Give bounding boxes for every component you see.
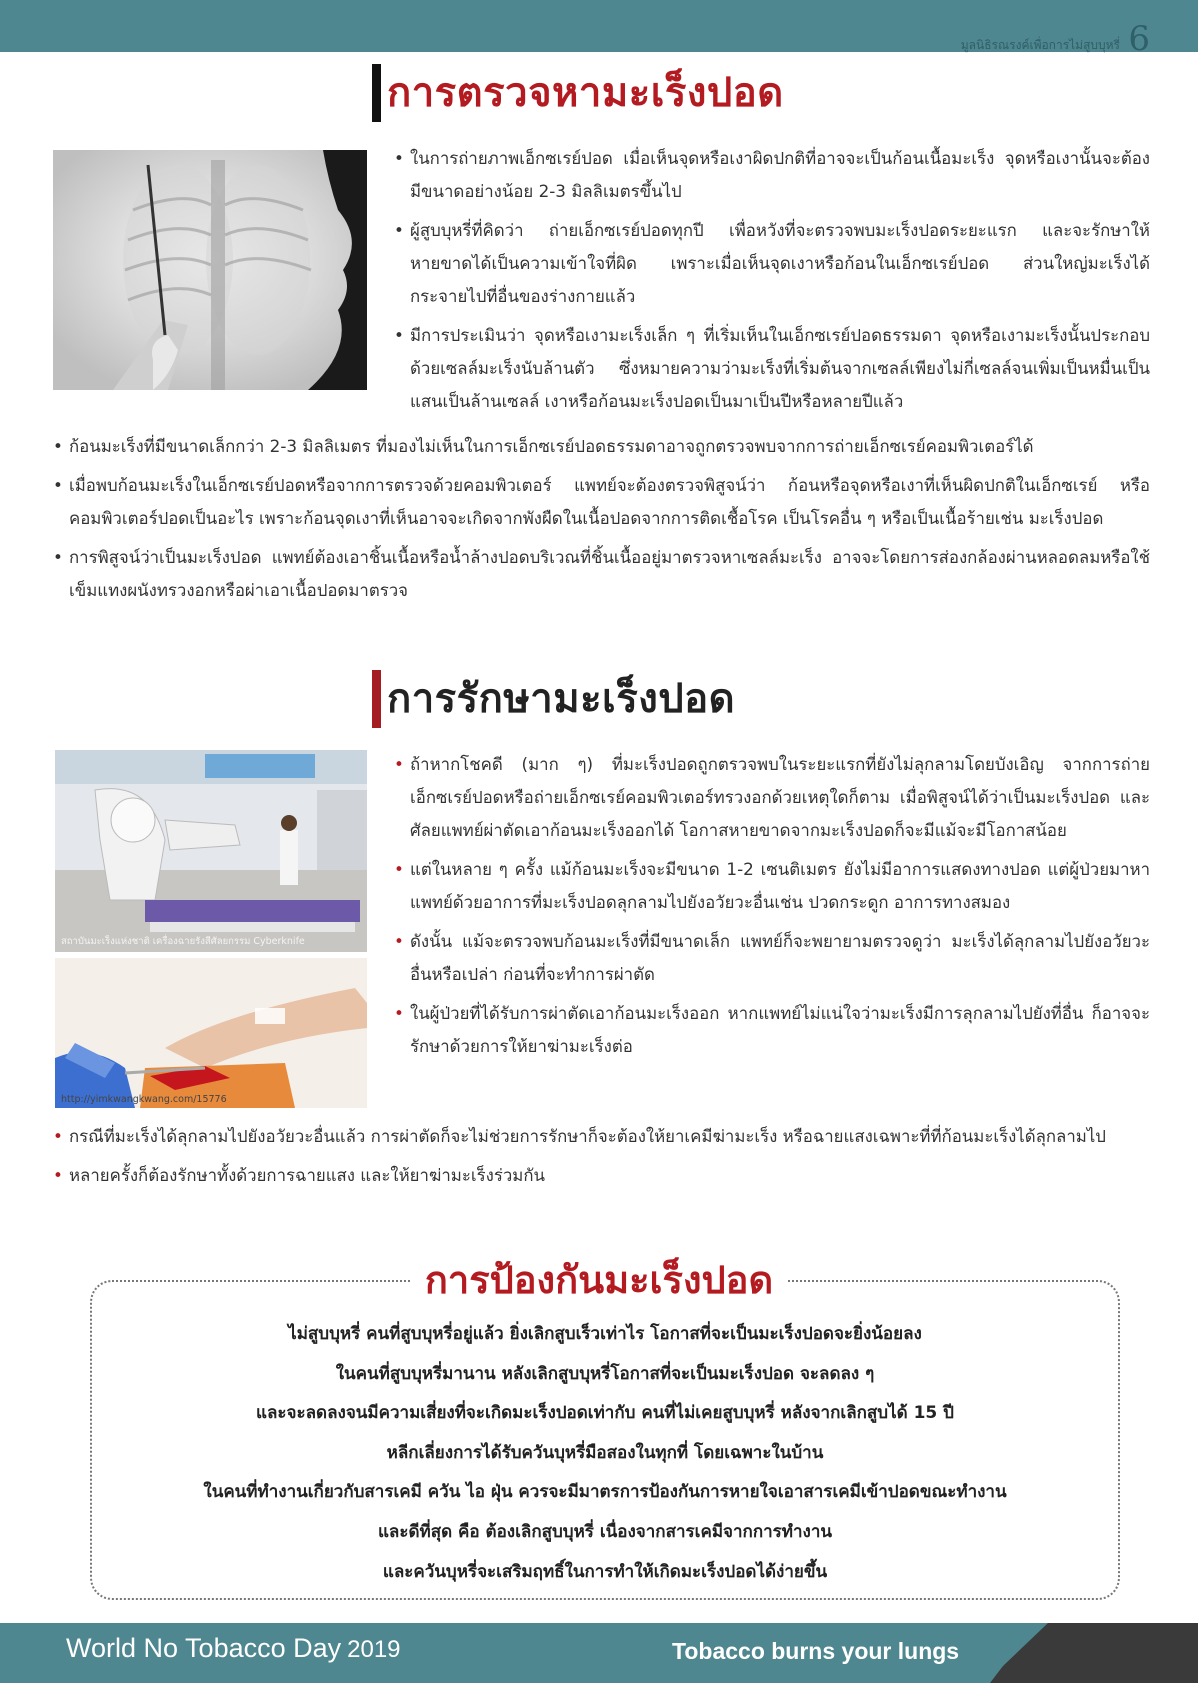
prevention-line: และดีที่สุด คือ ต้องเลิกสูบบุหรี่ เนื่องจากสารเคมีจากการทำงาน [377, 1521, 833, 1542]
list-item: • ในการถ่ายภาพเอ็กซเรย์ปอด เมื่อเห็นจุดหรือเงาผิดปกติที่อาจจะเป็นก้อนเนื้อมะเร็ง จุดหรือเงานั้นจะต้องมีขนาดอย่างน้อย 2-3 มิลลิเมตรขึ้นไป [394, 142, 1150, 208]
list-item: • เมื่อพบก้อนมะเร็งในเอ็กซเรย์ปอดหรือจากการตรวจด้วยคอมพิวเตอร์ แพทย์จะต้องตรวจพิสูจน์ว่า ก้อนหรือจุดหรือเงาที่เห็นผิดปกติในเอ็กซเรย์ หรือคอมพิวเตอร์ปอดเป็นอะไร เพราะก้อนจุดเงาที่เห็นอาจจะเกิดจากพังผืดในเนื้อปอดจากการติดเชื้อโรค เป็นโรคอื่น ๆ หรือเป็นเนื้อร้ายเช่น มะเร็งปอด [53, 469, 1150, 535]
chemo-image [55, 958, 367, 1108]
list-item: • แต่ในหลาย ๆ ครั้ง แม้ก้อนมะเร็งจะมีขนาด 1-2 เซนติเมตร ยังไม่มีอาการแสดงทางปอด แต่ผู้ป่วยมาหาแพทย์ด้วยอาการที่มะเร็งปอดลุกลามไปยังอวัยวะอื่นเช่น ปวดกระดูก อาการทางสมอง [394, 853, 1150, 919]
page-number: 6 [1128, 19, 1150, 59]
list-item: • ก้อนมะเร็งที่มีขนาดเล็กกว่า 2-3 มิลลิเมตร ที่มองไม่เห็นในการเอ็กซเรย์ปอดธรรมดาอาจถูกตรวจพบจากการถ่ายเอ็กซเรย์คอมพิวเตอร์ได้ [53, 430, 1150, 463]
prevention-line: และควันบุหรี่จะเสริมฤทธิ์ในการทำให้เกิดมะเร็งปอดได้ง่ายขึ้น [382, 1561, 828, 1582]
section-heading-detection [372, 62, 784, 124]
prevention-line: ไม่สูบบุหรี่ คนที่สูบบุหรี่อยู่แล้ว ยิ่งเลิกสูบเร็วเท่าไร โอกาสที่จะเป็นมะเร็งปอดจะยิ่งน้อยลง [288, 1324, 922, 1344]
heading-bar [372, 64, 381, 122]
xray-photo [53, 150, 367, 390]
footer-slogan: Tobacco burns your lungs [672, 1638, 960, 1664]
chemo-photo [55, 958, 367, 1108]
prevention-line: ในคนที่ทำงานเกี่ยวกับสารเคมี ควัน ไอ ฝุ่น ควรจะมีมาตรการป้องกันการหายใจเอาสารเคมีเข้าปอดขณะทำงาน [203, 1482, 1007, 1503]
treatment-full-bullets [53, 1120, 1150, 1198]
footer-year: 2019 [347, 1636, 401, 1663]
footer-event-title [66, 1633, 401, 1664]
detection-top-bullets [394, 142, 1150, 424]
photo-caption: http://yimkwangkwang.com/15776 [61, 1094, 227, 1105]
list-item: • ในผู้ป่วยที่ได้รับการผ่าตัดเอาก้อนมะเร็งออก หากแพทย์ไม่แน่ใจว่ามะเร็งมีการลุกลามไปยังที่อื่น ก็อาจจะรักษาด้วยการให้ยาฆ่ามะเร็งต่อ [394, 997, 1150, 1063]
treatment-top-bullets [394, 748, 1150, 1069]
list-item: • ผู้สูบบุหรี่ที่คิดว่า ถ่ายเอ็กซเรย์ปอดทุกปี เพื่อหวังที่จะตรวจพบมะเร็งปอดระยะแรก และจะรักษาให้หายขาดได้เป็นความเข้าใจที่ผิด เพราะเมื่อเห็นจุดเงาหรือก้อนในเอ็กซเรย์ปอด ส่วนใหญ่มะเร็งได้กระจายไปที่อื่นของร่างกายแล้ว [394, 214, 1150, 313]
cyberknife-photo [55, 750, 367, 952]
footer-event-name: World No Tobacco Day [66, 1633, 342, 1663]
list-item: • กรณีที่มะเร็งได้ลุกลามไปยังอวัยวะอื่นแล้ว การผ่าตัดก็จะไม่ช่วยการรักษาก็จะต้องให้ยาเคมีฆ่ามะเร็ง หรือฉายแสงเฉพาะที่ที่ก้อนมะเร็งได้ลุกลามไป [53, 1120, 1150, 1153]
cyberknife-image [55, 750, 367, 952]
list-item: • ดังนั้น แม้จะตรวจพบก้อนมะเร็งที่มีขนาดเล็ก แพทย์ก็จะพยายามตรวจดูว่า มะเร็งได้ลุกลามไปยังอวัยวะอื่นหรือเปล่า ก่อนที่จะทำการผ่าตัด [394, 925, 1150, 991]
heading-bar [372, 670, 381, 728]
photo-caption: สถาบันมะเร็งแห่งชาติ เครื่องฉายรังสีศัลยกรรม Cyberknife [61, 936, 305, 947]
list-item: • ถ้าหากโชคดี (มาก ๆ) ที่มะเร็งปอดถูกตรวจพบในระยะแรกที่ยังไม่ลุกลามโดยบังเอิญ จากการถ่ายเอ็กซเรย์ปอดหรือถ่ายเอ็กซเรย์คอมพิวเตอร์ทรวงอกด้วยเหตุใดก็ตาม เมื่อพิสูจน์ได้ว่าเป็นมะเร็งปอด และศัลยแพทย์ผ่าตัดเอาก้อนมะเร็งออกได้ โอกาสหายขาดจากมะเร็งปอดก็จะมีแม้จะมีโอกาสน้อย [394, 748, 1150, 847]
prevention-lines [110, 1315, 1100, 1592]
section-title-treatment: การรักษามะเร็งปอด [387, 676, 736, 722]
prevention-line: หลีกเลี่ยงการได้รับควันบุหรี่มือสองในทุกที่ โดยเฉพาะในบ้าน [386, 1442, 824, 1463]
prevention-line: และจะลดลงจนมีความเสี่ยงที่จะเกิดมะเร็งปอดเท่ากับ คนที่ไม่เคยสูบบุหรี่ หลังจากเลิกสูบได้ 15 ปี [256, 1403, 954, 1424]
detection-full-bullets [53, 430, 1150, 613]
prevention-line: ในคนที่สูบบุหรี่มานาน หลังเลิกสูบบุหรี่โอกาสที่จะเป็นมะเร็งปอด จะลดลง ๆ [335, 1363, 875, 1384]
list-item: • หลายครั้งก็ต้องรักษาทั้งด้วยการฉายแสง และให้ยาฆ่ามะเร็งร่วมกัน [53, 1159, 1150, 1192]
section-title-detection: การตรวจหามะเร็งปอด [387, 70, 784, 116]
footer-bar [0, 1623, 1198, 1683]
xray-image [53, 150, 367, 390]
prevention-title-wrap [0, 1248, 1198, 1312]
list-item: • มีการประเมินว่า จุดหรือเงามะเร็งเล็ก ๆ ที่เริ่มเห็นในเอ็กซเรย์ปอดธรรมดา จุดหรือเงามะเร็งนั้นประกอบด้วยเซลล์มะเร็งนับล้านตัว ซึ่งหมายความว่ามะเร็งที่เริ่มต้นจากเซลล์เพียงไม่กี่เซลล์จนเพิ่มเป็นหมื่นเป็นแสนเป็นล้านเซลล์ เงาหรือก้อนมะเร็งปอดเป็นมาเป็นปีหรือหลายปีแล้ว [394, 319, 1150, 418]
section-heading-treatment [372, 668, 735, 730]
header-org-label: มูลนิธิรณรงค์เพื่อการไม่สูบบุหรี่ [960, 38, 1120, 52]
section-title-prevention: การป้องกันมะเร็งปอด [411, 1248, 787, 1312]
list-item: • การพิสูจน์ว่าเป็นมะเร็งปอด แพทย์ต้องเอาชิ้นเนื้อหรือน้ำล้างปอดบริเวณที่ชิ้นเนื้ออยู่มาตรวจหาเซลล์มะเร็ง อาจจะโดยการส่องกล้องผ่านหลอดลมหรือใช้เข็มแทงผนังทรวงอกหรือผ่าเอาเนื้อปอดมาตรวจ [53, 541, 1150, 607]
